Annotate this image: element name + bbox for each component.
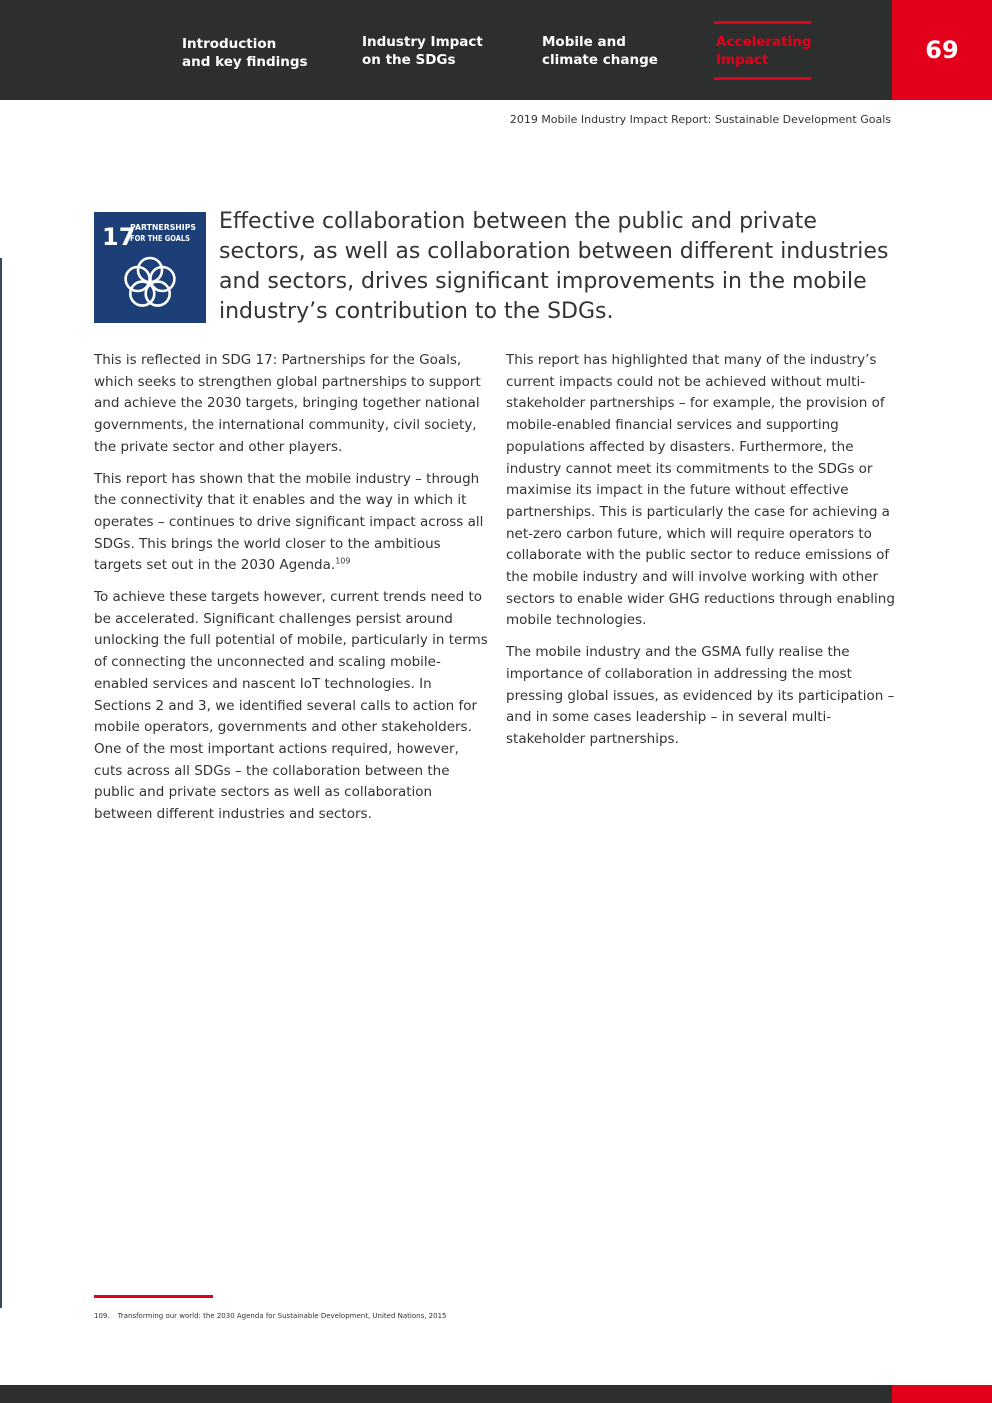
paragraph-with-footnote — [94, 469, 490, 578]
nav-industry-impact[interactable] — [362, 33, 483, 69]
page-number-box — [892, 0, 992, 100]
paragraph: This is reflected in SDG 17: Partnerships for the Goals, which seeks to strengthen global partnerships to support and achieve the 2030 targets, bringing together national governments, the international community, civil society, the private sector and other players. — [94, 352, 481, 455]
nav-introduction-line1: Introduction — [182, 36, 277, 52]
sdg17-number: 17 — [102, 223, 136, 251]
paragraph: To achieve these targets however, current trends need to be accelerated. Significant challenges persist around unlocking the full potential of mobile, particularly in terms of connecting the unconnected and scaling mobile-enabled services and nascent IoT technologies. In Sections 2 and 3, we identified several calls to action for mobile operators, governments and other stakeholders. One of the most important actions required, however, cuts across all SDGs – the collaboration between the public and private sectors as well as collaboration between different industries and sectors. — [94, 589, 488, 823]
footnote-number: 109. — [94, 1312, 110, 1320]
top-navigation-bar — [0, 0, 892, 100]
nav-accelerating-impact[interactable] — [716, 33, 812, 69]
footnote-text: Transforming our world: the 2030 Agenda for Sustainable Development, United Nations, 2015 — [117, 1312, 447, 1320]
nav-mobile-climate-line1: Mobile and — [542, 34, 626, 50]
nav-industry-impact-line1: Industry Impact — [362, 34, 483, 50]
paragraph: The mobile industry and the GSMA fully realise the importance of collaboration in addressing the most pressing global issues, as evidenced by its participation – and in some cases leadership – in several multi-stakeholder partnerships. — [506, 644, 895, 747]
nav-introduction-line2: and key findings — [182, 54, 308, 70]
nav-mobile-climate[interactable] — [542, 33, 658, 69]
nav-industry-impact-line2: on the SDGs — [362, 52, 456, 68]
nav-accelerating-impact-line2: Impact — [716, 52, 769, 68]
bottom-bar — [0, 1385, 892, 1403]
body-column-right — [506, 350, 902, 761]
partnership-rings-icon — [126, 258, 175, 306]
paragraph: This report has highlighted that many of the industry’s current impacts could not be achieved without multi-stakeholder partnerships – for example, the provision of mobile-enabled financial services and supporting populations affected by disasters. Furthermore, the industry cannot meet its commitments to the SDGs or maximise its impact in the future without effective partnerships. This is particularly the case for achieving a net-zero carbon future, which will require operators to collaborate with the public sector to reduce emissions of the mobile industry and will involve working with other sectors to enable wider GHG reductions through enabling mobile technologies. — [506, 352, 895, 629]
nav-mobile-climate-line2: climate change — [542, 52, 658, 68]
nav-active-rule-top — [714, 21, 811, 24]
footnote-reference[interactable]: 109 — [335, 556, 351, 566]
body-column-left — [94, 350, 490, 836]
sdg17-icon — [94, 212, 206, 323]
page-edge-line — [0, 258, 2, 1308]
paragraph-text: This report has shown that the mobile industry – through the connectivity that it enables and the way in which it operates – continues to drive significant impact across all SDGs. This brings the world closer to the ambitious targets set out in the 2030 Agenda. — [94, 470, 484, 574]
bottom-accent — [892, 1385, 992, 1403]
lead-statement: Effective collaboration between the public and private sectors, as well as collaboration between different industries and sectors, drives significant improvements in the mobile industry’s contribution to the SDGs. — [219, 209, 889, 324]
nav-introduction[interactable] — [182, 35, 308, 71]
sdg17-title-line2: FOR THE GOALS — [130, 234, 191, 243]
nav-accelerating-impact-line1: Accelerating — [716, 34, 812, 50]
footnote-divider — [94, 1295, 213, 1298]
nav-active-rule-bottom — [714, 77, 811, 80]
sdg17-title-line1: PARTNERSHIPS — [130, 223, 197, 232]
footnote — [94, 1312, 446, 1320]
sdg17-icon-graphic — [94, 212, 206, 323]
report-title: 2019 Mobile Industry Impact Report: Sustainable Development Goals — [509, 113, 891, 126]
page-number: 69 — [925, 36, 959, 64]
